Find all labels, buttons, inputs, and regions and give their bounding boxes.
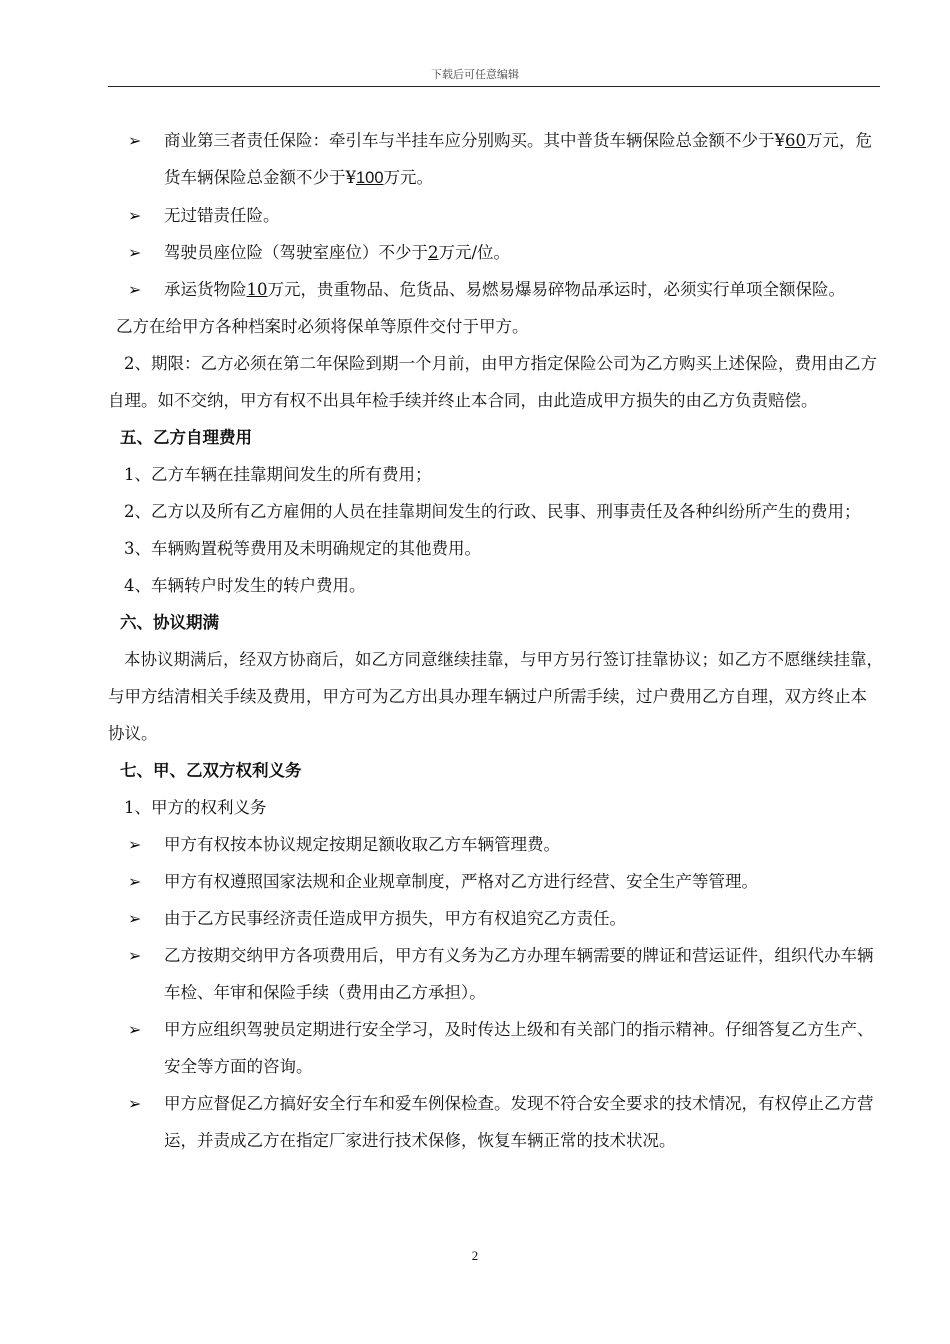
section-7-subtitle: 1、甲方的权利义务 [124, 798, 267, 817]
arrow-bullet-icon: ➢ [128, 835, 142, 854]
arrow-bullet-icon: ➢ [128, 131, 142, 150]
section-6-text: 本协议期满后，经双方协商后，如乙方同意继续挂靠，与甲方另行签订挂靠协议；如乙方不愿继续挂靠，与甲方结清相关手续及费用，甲方可为乙方出具办理车辆过户所需手续，过户费用乙方自理，双方终止本协议。 [108, 650, 883, 743]
section-5-item: 3、车辆购置税等费用及未明确规定的其他费用。 [124, 539, 481, 558]
insurance-item-cargo [108, 271, 883, 308]
insurance-item-no-fault [108, 197, 883, 234]
arrow-bullet-icon: ➢ [128, 909, 142, 928]
paragraph-archive: 乙方在给甲方各种档案时必须将保单等原件交付于甲方。 [116, 317, 529, 336]
paragraph-term: 2、期限：乙方必须在第二年保险到期一个月前，由甲方指定保险公司为乙方购买上述保险，费用由乙方自理。如不交纳，甲方有权不出具年检手续并终止本合同，由此造成甲方损失的由乙方负责赔偿。 [108, 354, 877, 410]
section-5-item: 4、车辆转户时发生的转户费用。 [124, 576, 366, 595]
ins1-post: 万元。 [383, 168, 434, 187]
arrow-bullet-icon: ➢ [128, 206, 142, 225]
insurance-item-driver-seat [108, 234, 883, 271]
ins2-text: 无过错责任险。 [164, 206, 280, 225]
rights-item: ➢ 甲方有权遵照国家法规和企业规章制度，严格对乙方进行经营、安全生产等管理。 [108, 863, 883, 900]
ins1-pre: 商业第三者责任保险：牵引车与半挂车应分别购买。其中普货车辆保险总金额不少于¥ [164, 131, 785, 150]
ins3-pre: 驾驶员座位险（驾驶室座位）不少于 [164, 243, 428, 262]
ins1-amount-general: 60 [785, 131, 806, 150]
document-body [108, 122, 883, 1159]
arrow-bullet-icon: ➢ [128, 243, 142, 262]
page-header: 下载后可任意编辑 [431, 68, 519, 81]
ins4-amount: 10 [246, 280, 268, 299]
ins3-post: 万元/位。 [438, 243, 511, 262]
ins1-amount-hazard: 100 [356, 169, 384, 187]
rights-item: ➢ 甲方有权按本协议规定按期足额收取乙方车辆管理费。 [108, 826, 883, 863]
ins1-mid: 万元，危货车辆保险总金额不少于¥ [164, 131, 872, 187]
insurance-item-third-party [108, 122, 883, 197]
section-5-item: 2、乙方以及所有乙方雇佣的人员在挂靠期间发生的行政、民事、刑事责任及各种纠纷所产生的费用； [124, 502, 861, 521]
arrow-bullet-icon: ➢ [128, 1094, 142, 1113]
rights-item: ➢ 由于乙方民事经济责任造成甲方损失，甲方有权追究乙方责任。 [108, 900, 883, 937]
arrow-bullet-icon: ➢ [128, 872, 142, 891]
section-5-title: 五、乙方自理费用 [120, 428, 252, 447]
rights-item: ➢ 乙方按期交纳甲方各项费用后，甲方有义务为乙方办理车辆需要的牌证和营运证件，组织代办车辆车检、年审和保险手续（费用由乙方承担）。 [108, 937, 883, 1011]
ins4-pre: 承运货物险 [164, 280, 247, 299]
header-divider [108, 86, 880, 87]
section-5-item: 1、乙方车辆在挂靠期间发生的所有费用； [124, 465, 432, 484]
page-number: 2 [471, 1248, 479, 1263]
ins3-amount: 2 [428, 243, 439, 262]
section-7-title: 七、甲、乙双方权利义务 [120, 761, 302, 780]
rights-item: ➢ 甲方应督促乙方搞好安全行车和爱车例保检查。发现不符合安全要求的技术情况，有权停止乙方营运，并责成乙方在指定厂家进行技术保修，恢复车辆正常的技术状况。 [108, 1085, 883, 1159]
arrow-bullet-icon: ➢ [128, 1020, 142, 1039]
rights-item: ➢ 甲方应组织驾驶员定期进行安全学习，及时传达上级和有关部门的指示精神。仔细答复乙方生产、安全等方面的咨询。 [108, 1011, 883, 1085]
arrow-bullet-icon: ➢ [128, 946, 142, 965]
arrow-bullet-icon: ➢ [128, 280, 142, 299]
section-6-title: 六、协议期满 [120, 613, 219, 632]
ins4-post: 万元，贵重物品、危货品、易燃易爆易碎物品承运时，必须实行单项全额保险。 [267, 280, 845, 299]
